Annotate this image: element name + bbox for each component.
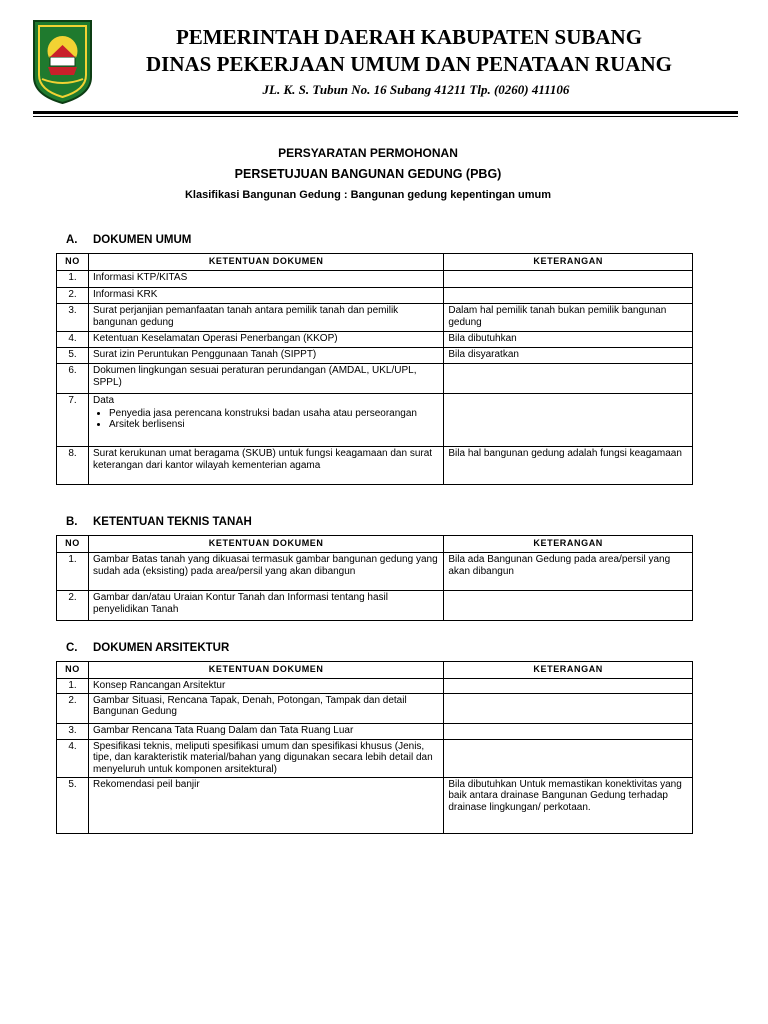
- col-header-keterangan: KETERANGAN: [444, 662, 693, 679]
- table-row: [57, 288, 693, 304]
- row-no: 5.: [57, 777, 89, 833]
- table-row: [57, 332, 693, 348]
- doc-classification: Klasifikasi Bangunan Gedung : Bangunan gedung kepentingan umum: [184, 189, 552, 201]
- table-header-row: [57, 536, 693, 553]
- row-doc: Informasi KTP/KITAS: [88, 271, 443, 288]
- row-note: Bila dibutuhkan: [444, 332, 693, 348]
- row-no: 2.: [57, 288, 89, 304]
- table-ketentuan-teknis-tanah: [56, 535, 693, 621]
- row-no: 4.: [57, 332, 89, 348]
- row-doc: Gambar Situasi, Rencana Tapak, Denah, Potongan, Tampak dan detail Bangunan Gedung: [88, 693, 443, 723]
- section-letter: A.: [66, 234, 78, 246]
- table-dokumen-arsitektur: [56, 661, 693, 834]
- table-row: [57, 777, 693, 833]
- header-divider-thin: [33, 116, 738, 117]
- row-doc: Surat izin Peruntukan Penggunaan Tanah (SIPPT): [88, 348, 443, 364]
- header-address: JL. K. S. Tubun No. 16 Subang 41211 Tlp. (0260) 411106: [262, 82, 570, 97]
- row-note: Bila ada Bangunan Gedung pada area/persil yang akan dibangun: [444, 553, 693, 591]
- row-doc: Dokumen lingkungan sesuai peraturan perundangan (AMDAL, UKL/UPL, SPPL): [88, 364, 443, 394]
- row-doc: Data: [92, 395, 115, 406]
- table-row: [57, 304, 693, 332]
- table-row: [57, 679, 693, 694]
- row-no: 3.: [57, 723, 89, 739]
- row-no: 6.: [57, 364, 89, 394]
- row-doc: Surat perjanjian pemanfaatan tanah antara pemilik tanah dan pemilik bangunan gedung: [88, 304, 443, 332]
- table-header-row: [57, 662, 693, 679]
- bullet-list: [93, 408, 439, 431]
- col-header-ketentuan: KETENTUAN DOKUMEN: [88, 254, 443, 271]
- row-note: Bila hal bangunan gedung adalah fungsi keagamaan: [444, 447, 693, 485]
- row-doc: Spesifikasi teknis, meliputi spesifikasi umum dan spesifikasi khusus (Jenis, tipe, dan karakteristik material/bahan yang digunakan secara lebih detail dan menyeluruh untuk komponen arsitektural): [88, 739, 443, 777]
- row-no: 1.: [57, 271, 89, 288]
- row-note: [444, 693, 693, 723]
- row-no: 5.: [57, 348, 89, 364]
- row-doc: Gambar dan/atau Uraian Kontur Tanah dan Informasi tentang hasil penyelidikan Tanah: [88, 591, 443, 621]
- row-note: [444, 739, 693, 777]
- row-note: [444, 591, 693, 621]
- table-row: [57, 348, 693, 364]
- row-note: [444, 271, 693, 288]
- row-no: 8.: [57, 447, 89, 485]
- row-note: [444, 364, 693, 394]
- header-government-name: PEMERINTAH DAERAH KABUPATEN SUBANG: [175, 25, 643, 49]
- table-row: [57, 394, 693, 447]
- row-doc: Gambar Batas tanah yang dikuasai termasuk gambar bangunan gedung yang sudah ada (eksisting) pada area/persil yang akan dibangun: [88, 553, 443, 591]
- row-note: [444, 679, 693, 694]
- table-dokumen-umum: [56, 253, 693, 485]
- row-no: 4.: [57, 739, 89, 777]
- row-no: 1.: [57, 553, 89, 591]
- row-note: [444, 288, 693, 304]
- table-row: [57, 723, 693, 739]
- row-doc: Konsep Rancangan Arsitektur: [88, 679, 443, 694]
- bullet-item: • Penyedia jasa perencana konstruksi badan usaha atau perseorangan: [109, 408, 439, 420]
- doc-title-line1: PERSYARATAN PERMOHONAN: [278, 146, 458, 160]
- header-department-name: DINAS PEKERJAAN UMUM DAN PENATAAN RUANG: [146, 52, 672, 76]
- section-title: DOKUMEN ARSITEKTUR: [93, 642, 230, 654]
- bullet-item: • Arsitek berlisensi: [109, 419, 439, 431]
- section-c-heading: [66, 642, 229, 654]
- doc-title-line2: PERSETUJUAN BANGUNAN GEDUNG (PBG): [234, 167, 502, 181]
- row-no: 3.: [57, 304, 89, 332]
- row-note: Bila disyaratkan: [444, 348, 693, 364]
- row-no: 2.: [57, 591, 89, 621]
- section-a-heading: [66, 234, 191, 246]
- row-doc-cell: [88, 394, 443, 447]
- table-header-row: [57, 254, 693, 271]
- row-note: Dalam hal pemilik tanah bukan pemilik bangunan gedung: [444, 304, 693, 332]
- col-header-keterangan: KETERANGAN: [444, 254, 693, 271]
- table-row: [57, 739, 693, 777]
- col-header-no: NO: [57, 254, 89, 271]
- header-divider-thick: [33, 111, 738, 114]
- row-no: 2.: [57, 693, 89, 723]
- row-doc: Ketentuan Keselamatan Operasi Penerbangan (KKOP): [88, 332, 443, 348]
- row-doc: Rekomendasi peil banjir: [88, 777, 443, 833]
- table-row: [57, 447, 693, 485]
- row-note: [444, 723, 693, 739]
- section-letter: C.: [66, 642, 78, 654]
- table-row: [57, 591, 693, 621]
- table-row: [57, 693, 693, 723]
- col-header-no: NO: [57, 536, 89, 553]
- section-b-heading: [66, 516, 252, 528]
- col-header-keterangan: KETERANGAN: [444, 536, 693, 553]
- section-title: KETENTUAN TEKNIS TANAH: [93, 516, 252, 528]
- row-no: 1.: [57, 679, 89, 694]
- row-note: Bila dibutuhkan Untuk memastikan konektivitas yang baik antara drainase Bangunan Gedung terhadap drainase lingkungan/ perkotaan.: [444, 777, 693, 833]
- section-title: DOKUMEN UMUM: [93, 234, 192, 246]
- row-doc: Gambar Rencana Tata Ruang Dalam dan Tata Ruang Luar: [88, 723, 443, 739]
- col-header-no: NO: [57, 662, 89, 679]
- table-row: [57, 553, 693, 591]
- section-letter: B.: [66, 516, 78, 528]
- row-doc: Informasi KRK: [88, 288, 443, 304]
- row-no: 7.: [57, 394, 89, 447]
- row-note: [444, 394, 693, 447]
- col-header-ketentuan: KETENTUAN DOKUMEN: [88, 662, 443, 679]
- row-doc: Surat kerukunan umat beragama (SKUB) untuk fungsi keagamaan dan surat keterangan dari kantor wilayah kementerian agama: [88, 447, 443, 485]
- table-row: [57, 271, 693, 288]
- col-header-ketentuan: KETENTUAN DOKUMEN: [88, 536, 443, 553]
- table-row: [57, 364, 693, 394]
